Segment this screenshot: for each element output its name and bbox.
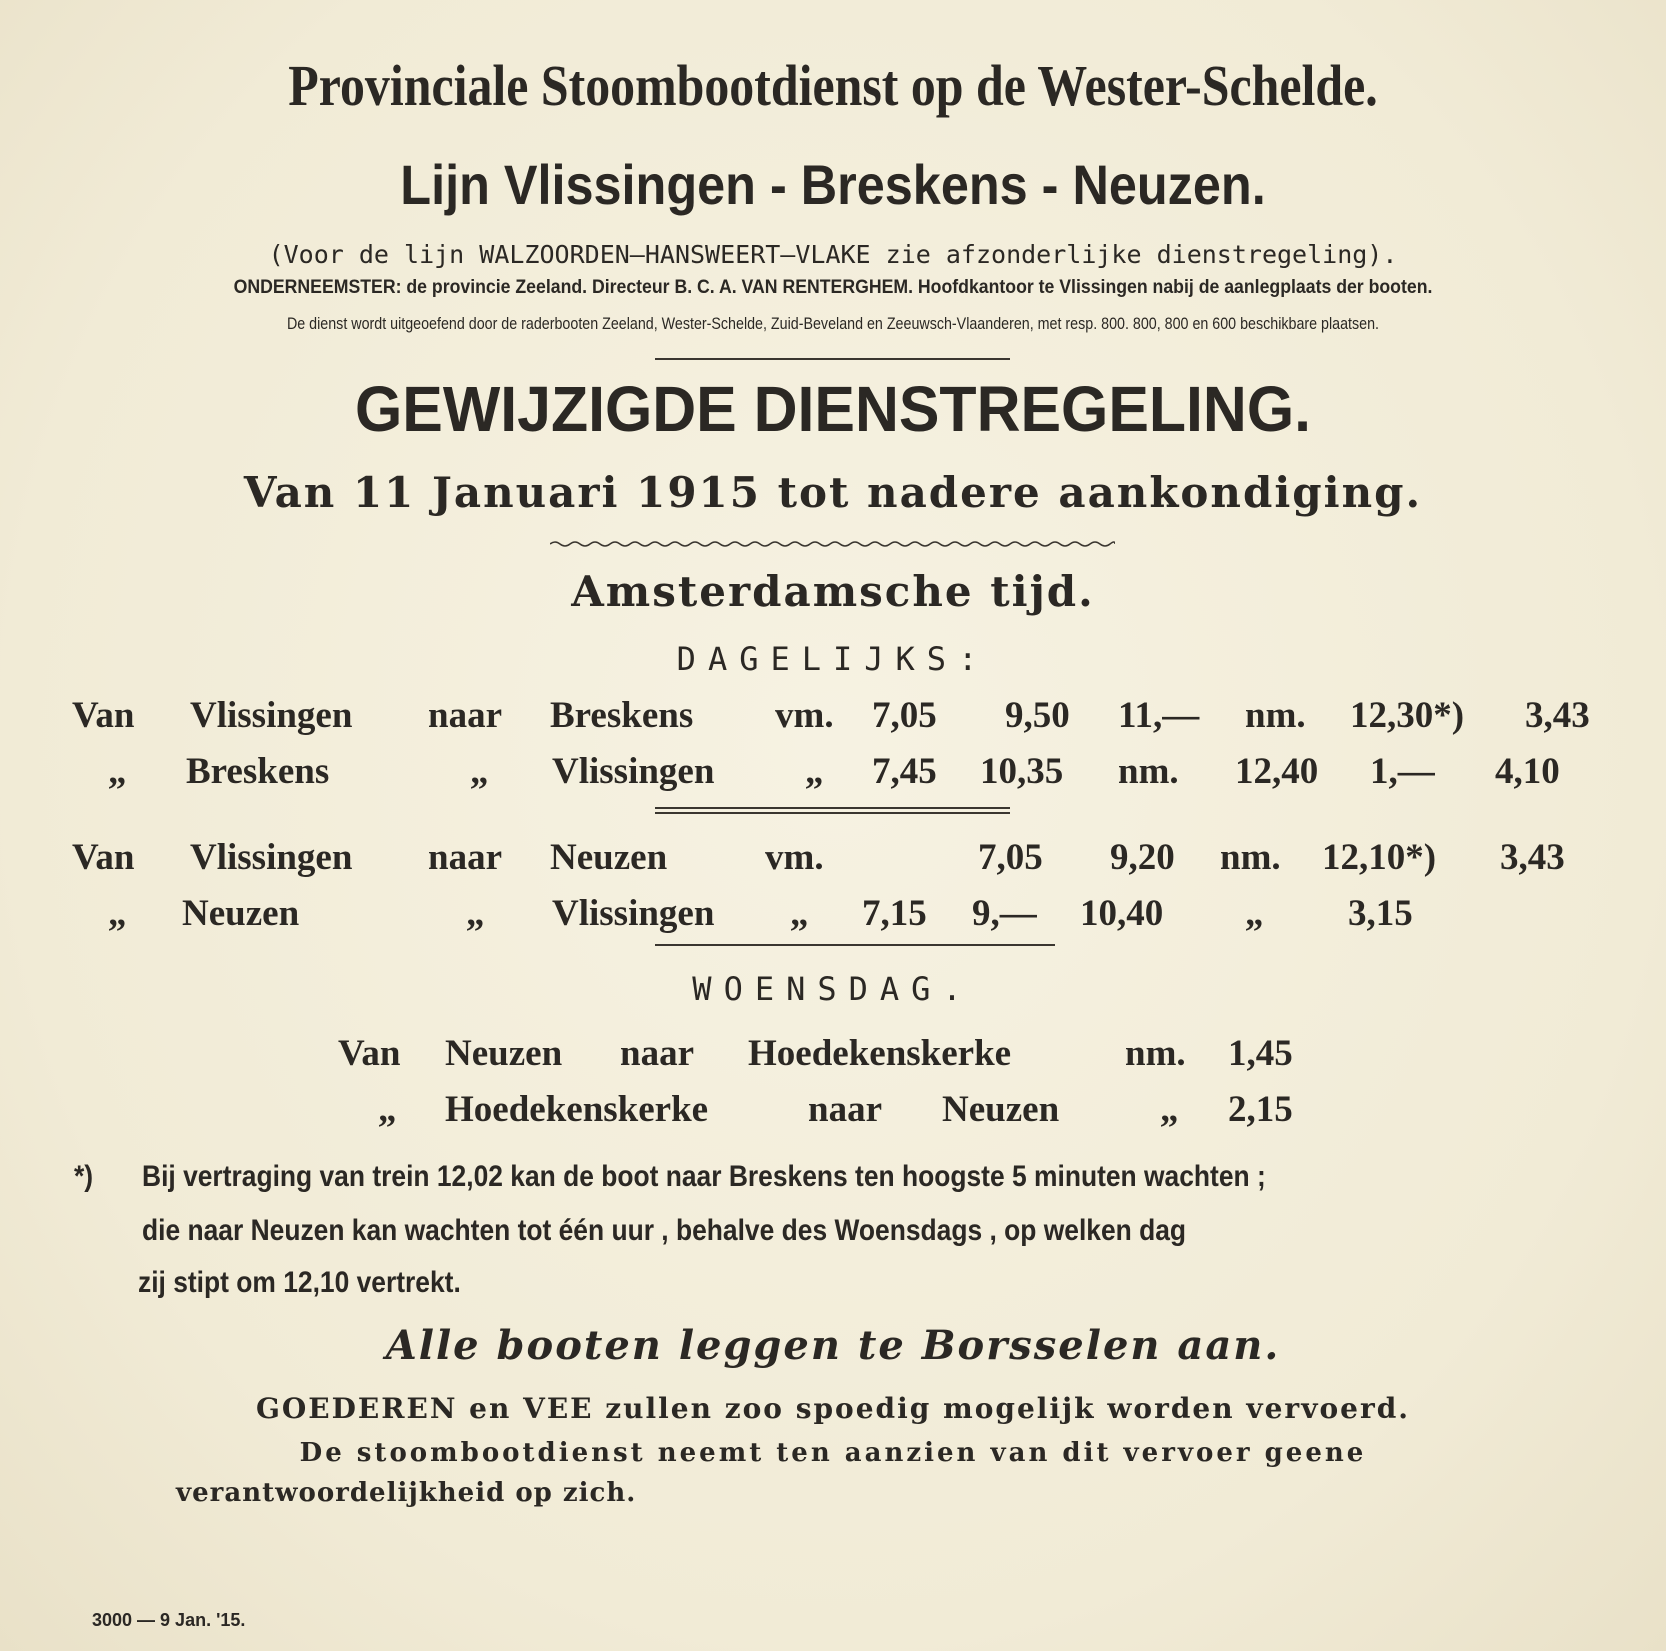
cell-from: Neuzen bbox=[182, 893, 300, 934]
cell-naar: naar bbox=[428, 695, 502, 736]
footnote-marker: *) bbox=[74, 1160, 94, 1193]
cell-time: 1,45 bbox=[1228, 1033, 1293, 1074]
cell-nm: nm. bbox=[1118, 751, 1179, 792]
cell-from: Vlissingen bbox=[190, 695, 353, 736]
cell-time: 7,15 bbox=[862, 893, 927, 934]
table-row bbox=[0, 694, 1666, 744]
cell-to: Breskens bbox=[550, 695, 694, 736]
title-line: Lijn Vlissingen - Breskens - Neuzen. bbox=[400, 153, 1266, 216]
table-row bbox=[0, 1088, 1666, 1138]
boats-info: De dienst wordt uitgeoefend door de raderbooten Zeeland, Wester-Schelde, Zuid-Beveland en Zeeuwsch-Vlaanderen, met resp. 800. 800, 800 en 600 beschikbare plaatsen. bbox=[286, 314, 1380, 333]
cell-from: Breskens bbox=[186, 751, 330, 792]
divider-top bbox=[655, 358, 1010, 360]
main-heading: GEWIJZIGDE DIENSTREGELING. bbox=[355, 373, 1311, 445]
cell-to: Hoedekenskerke bbox=[748, 1033, 1012, 1074]
cell-nm: nm. bbox=[1220, 837, 1281, 878]
goods-notice: GOEDEREN en VEE zullen zoo spoedig mogelijk worden vervoerd. bbox=[255, 1392, 1411, 1425]
cell-ditto: „ bbox=[108, 751, 127, 792]
wednesday-label: WOENSDAG. bbox=[692, 970, 974, 1008]
cell-from: Vlissingen bbox=[190, 837, 353, 878]
cell-time: 4,10 bbox=[1495, 751, 1560, 792]
cell-ditto: „ bbox=[466, 893, 485, 934]
wavy-divider bbox=[550, 540, 1115, 548]
cell-naar: naar bbox=[428, 837, 502, 878]
table-row bbox=[0, 1032, 1666, 1082]
cell-ditto: „ bbox=[1160, 1089, 1179, 1130]
borsselen-notice: Alle booten leggen te Borsselen aan. bbox=[385, 1322, 1281, 1369]
cell-ditto: „ bbox=[1245, 893, 1264, 934]
cell-nm: nm. bbox=[1125, 1033, 1186, 1074]
cell-to: Vlissingen bbox=[552, 893, 715, 934]
title-company: Provinciale Stoombootdienst op de Wester-Schelde. bbox=[288, 53, 1378, 118]
divider-mid bbox=[655, 944, 1055, 946]
cell-naar: naar bbox=[620, 1033, 694, 1074]
cell-time: 12,10*) bbox=[1322, 837, 1437, 878]
cell-vm: vm. bbox=[775, 695, 834, 736]
cell-time: 9,20 bbox=[1110, 837, 1175, 878]
divider-double bbox=[655, 807, 1010, 814]
cell-ditto: „ bbox=[805, 751, 824, 792]
cell-time: 9,50 bbox=[1005, 695, 1070, 736]
cell-nm: nm. bbox=[1245, 695, 1306, 736]
cell-naar: naar bbox=[808, 1089, 882, 1130]
cell-time: 9,— bbox=[972, 893, 1037, 934]
cell-time: 10,40 bbox=[1080, 893, 1164, 934]
daily-label: DAGELIJKS: bbox=[676, 640, 990, 678]
liability-notice-cont: verantwoordelijkheid op zich. bbox=[176, 1478, 637, 1508]
footnote-line: Bij vertraging van trein 12,02 kan de boot naar Breskens ten hoogste 5 minuten wachten ; bbox=[142, 1160, 1266, 1193]
cell-time: 11,— bbox=[1118, 695, 1200, 736]
table-row bbox=[0, 836, 1666, 886]
cell-time: 10,35 bbox=[980, 751, 1064, 792]
cell-time: 3,43 bbox=[1500, 837, 1565, 878]
cell-ditto: „ bbox=[108, 893, 127, 934]
cell-from: Hoedekenskerke bbox=[445, 1089, 709, 1130]
cell-time: 7,45 bbox=[872, 751, 937, 792]
table-row bbox=[0, 750, 1666, 800]
cell-van: Van bbox=[72, 837, 135, 878]
cell-to: Neuzen bbox=[550, 837, 668, 878]
cell-from: Neuzen bbox=[445, 1033, 563, 1074]
liability-notice: De stoombootdienst neemt ten aanzien van dit vervoer geene bbox=[299, 1438, 1367, 1468]
cell-time: 12,30*) bbox=[1350, 695, 1465, 736]
footnote-line: die naar Neuzen kan wachten tot één uur , behalve des Woensdags , op welken dag bbox=[142, 1214, 1187, 1247]
cell-to: Vlissingen bbox=[552, 751, 715, 792]
print-code: 3000 — 9 Jan. '15. bbox=[92, 1610, 246, 1630]
cell-van: Van bbox=[72, 695, 135, 736]
cell-ditto: „ bbox=[790, 893, 809, 934]
cell-time: 2,15 bbox=[1228, 1089, 1293, 1130]
cell-ditto: „ bbox=[378, 1089, 397, 1130]
cell-ditto: „ bbox=[470, 751, 489, 792]
cell-van: Van bbox=[338, 1033, 401, 1074]
cell-time: 1,— bbox=[1370, 751, 1435, 792]
cell-time: 7,05 bbox=[872, 695, 937, 736]
cell-vm: vm. bbox=[765, 837, 824, 878]
table-row bbox=[0, 892, 1666, 942]
validity-period: Van 11 Januari 1915 tot nadere aankondiging. bbox=[243, 468, 1423, 517]
footnote-line: zij stipt om 12,10 vertrekt. bbox=[138, 1266, 461, 1299]
cell-time: 7,05 bbox=[978, 837, 1043, 878]
note-other-line: (Voor de lijn WALZOORDEN—HANSWEERT—VLAKE zie afzonderlijke dienstregeling). bbox=[268, 240, 1398, 269]
operator-info: ONDERNEEMSTER: de provincie Zeeland. Directeur B. C. A. VAN RENTERGHEM. Hoofdkantoor te Vlissingen nabij de aanlegplaats der booten. bbox=[233, 277, 1433, 298]
timezone-heading: Amsterdamsche tijd. bbox=[571, 567, 1095, 616]
cell-time: 3,15 bbox=[1348, 893, 1413, 934]
cell-to: Neuzen bbox=[942, 1089, 1060, 1130]
cell-time: 12,40 bbox=[1235, 751, 1319, 792]
cell-time: 3,43 bbox=[1525, 695, 1590, 736]
